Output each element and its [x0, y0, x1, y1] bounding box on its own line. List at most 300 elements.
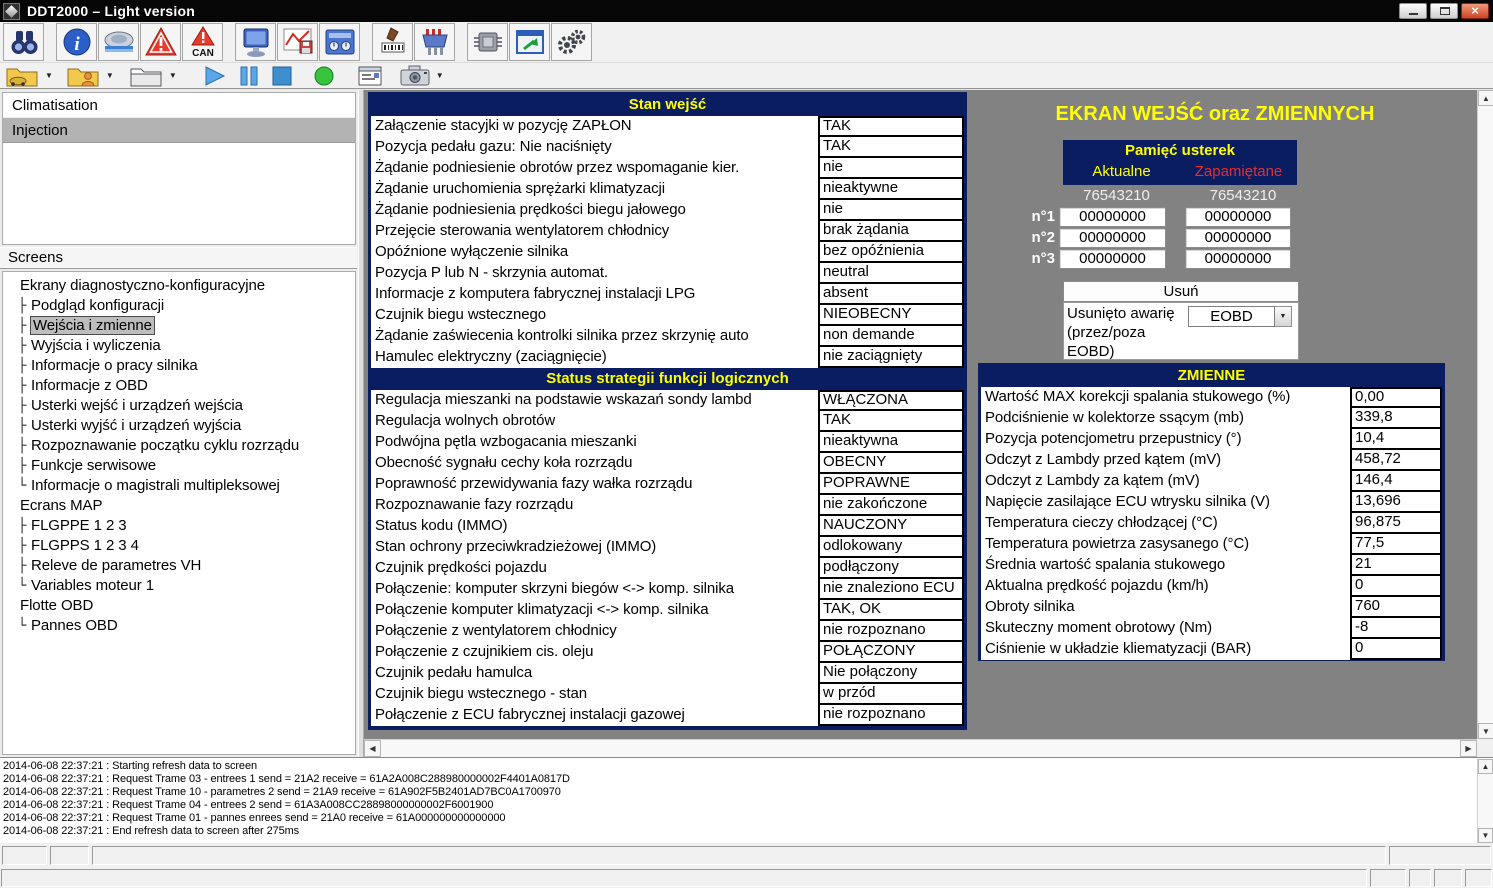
zmienne-row: [981, 597, 1442, 618]
row-value: 77,5: [1350, 532, 1442, 555]
variables-panel: [978, 363, 1445, 661]
row-label: Poprawność przewidywania fazy wałka rozrządu: [375, 475, 693, 492]
row-label: Czujnik prędkości pojazdu: [375, 559, 547, 576]
close-button[interactable]: ×: [1461, 3, 1489, 19]
tree-branch-glyph: ├: [18, 538, 27, 554]
log-line: 2014-06-08 22:37:21 : Starting refresh data to screen: [3, 760, 257, 772]
row-label: Żądanie podniesienia prędkości biegu jałowego: [375, 201, 686, 218]
row-label: Połączenie z czujnikiem cis. oleju: [375, 643, 594, 660]
tree-item-label: Flotte OBD: [20, 597, 94, 614]
monitor-display-icon: [239, 26, 273, 58]
form-view-button[interactable]: [356, 64, 384, 88]
zmienne-row: [981, 429, 1442, 450]
row-label: Odczyt z Lambdy przed kątem (mV): [985, 451, 1222, 468]
graph-record-button[interactable]: [277, 23, 318, 61]
tree-item[interactable]: [3, 416, 355, 436]
work-area: [0, 90, 1493, 757]
tree-branch-glyph: ├: [18, 338, 27, 354]
row-value: 21: [1350, 553, 1442, 576]
row-value: 0: [1350, 574, 1442, 597]
status-cell: [1389, 846, 1491, 865]
sidebar: [0, 90, 358, 757]
tree-item[interactable]: [3, 276, 355, 296]
fault-memory-rows: [1023, 206, 1303, 269]
tree-item-label: Ekrany diagnostyczno-konfiguracyjne: [20, 277, 265, 294]
row-value: 10,4: [1350, 427, 1442, 450]
tree-item[interactable]: [3, 496, 355, 516]
tree-item[interactable]: [3, 476, 355, 496]
log-scroll-track[interactable]: [1478, 774, 1493, 828]
ecu-chip-icon: [471, 27, 505, 57]
tree-item[interactable]: [3, 556, 355, 576]
status-cell: [1409, 869, 1431, 887]
fault-current-value: 00000000: [1059, 207, 1166, 227]
row-value: nieaktywna: [818, 430, 964, 453]
row-value: 96,875: [1350, 511, 1442, 534]
tree-item-label: Wyjścia i wyliczenia: [31, 337, 161, 354]
form-view-icon: [356, 64, 384, 88]
row-value: 146,4: [1350, 469, 1442, 492]
open-profile-folder-button[interactable]: [66, 64, 102, 88]
fault-memory-row: [1023, 206, 1303, 227]
stan-wejsc-row: [371, 158, 964, 179]
window-title: DDT2000 – Light version: [27, 3, 195, 19]
vertical-scrollbar[interactable]: [1477, 90, 1493, 739]
status-row: [371, 642, 964, 663]
status-row: [371, 474, 964, 495]
log-scroll-up-icon[interactable]: ▲: [1478, 759, 1493, 774]
horizontal-scroll-track[interactable]: [381, 740, 1460, 757]
pause-button[interactable]: [236, 64, 262, 88]
row-value: odlokowany: [818, 535, 964, 558]
system-label: Injection: [12, 122, 68, 139]
status-cell: [92, 846, 1386, 865]
row-label: Temperatura powietrza zasysanego (°C): [985, 535, 1250, 552]
fault-stored-value: 00000000: [1185, 249, 1291, 269]
log-vertical-scrollbar[interactable]: [1477, 759, 1493, 843]
row-label: Czujnik pedału hamulca: [375, 664, 533, 681]
tree-branch-glyph: ├: [18, 298, 27, 314]
tree-branch-glyph: ├: [18, 378, 27, 394]
log-line: 2014-06-08 22:37:21 : End refresh data to screen after 275ms: [3, 825, 300, 837]
status-cell: [1, 869, 1367, 887]
control-panel-icon: [323, 27, 357, 57]
tree-item-label: Informacje o pracy silnika: [31, 357, 198, 374]
status-strategii-header: Status strategii funkcji logicznych: [371, 368, 964, 390]
settings-gears-icon: [555, 26, 589, 58]
chevron-down-icon[interactable]: ▼: [1275, 306, 1292, 327]
row-label: Wartość MAX korekcji spalania stukowego (%): [985, 388, 1291, 405]
tree-item[interactable]: [3, 436, 355, 456]
zmienne-row: [981, 450, 1442, 471]
stan-wejsc-row: [371, 326, 964, 347]
clear-faults-button[interactable]: Usuń: [1063, 281, 1299, 302]
system-label: Climatisation: [12, 97, 98, 114]
zmienne-row: [981, 534, 1442, 555]
tree-item-label: Releve de parametres VH: [31, 557, 202, 574]
fault-memory-col-stored: Zapamiętane: [1194, 163, 1283, 180]
tree-branch-glyph: ├: [18, 318, 27, 334]
horizontal-scrollbar[interactable]: [364, 739, 1477, 757]
zmienne-row: [981, 513, 1442, 534]
status-cell: [2, 846, 47, 865]
row-label: Pozycja potencjometru przepustnicy (°): [985, 430, 1242, 447]
tree-item-label: Funkcje serwisowe: [31, 457, 157, 474]
tree-item-label: Wejścia i zmienne: [33, 317, 152, 334]
row-label: Żądanie podniesienie obrotów przez wspomaganie kier.: [375, 159, 740, 176]
communication-log: [0, 757, 1493, 843]
status-row: [371, 411, 964, 432]
fault-row-label: n°2: [1031, 229, 1055, 246]
screen-title: EKRAN WEJŚĆ oraz ZMIENNYCH: [1055, 103, 1375, 125]
title-bar: [0, 0, 1493, 22]
log-lines: [0, 758, 1493, 838]
status-row: [371, 600, 964, 621]
status-strategii-rows: [371, 390, 964, 726]
row-value: nie: [818, 198, 964, 221]
log-line: 2014-06-08 22:37:21 : Request Trame 10 - parametres 2 send = 21A9 receive = 61A902F5B2401AD7BC0A1700970: [3, 786, 561, 798]
row-label: Czujnik biegu wstecznego: [375, 306, 547, 323]
row-label: Rozpoznawanie fazy rozrządu: [375, 496, 574, 513]
tree-item-label: FLGPPE 1 2 3: [31, 517, 127, 534]
row-label: Status kodu (IMMO): [375, 517, 508, 534]
tree-item-label: Ecrans MAP: [20, 497, 103, 514]
row-value: WŁĄCZONA: [818, 390, 964, 411]
status-row: [371, 537, 964, 558]
clear-faults-label: Usunięto awarię (przez/poza EOBD): [1067, 305, 1175, 360]
row-value: brak żądania: [818, 219, 964, 242]
control-panel-button[interactable]: [319, 23, 360, 61]
ecu-chip-button[interactable]: [467, 23, 508, 61]
row-value: nie rozpoznano: [818, 619, 964, 642]
row-label: Odczyt z Lambdy za kątem (mV): [985, 472, 1200, 489]
row-value: 0,00: [1350, 387, 1442, 408]
main-screen: [364, 90, 1477, 757]
bits-current: 76543210: [1083, 187, 1150, 204]
status-row: [371, 432, 964, 453]
status-row: [371, 516, 964, 537]
fault-memory-row: [1023, 227, 1303, 248]
fault-memory-bit-labels: [1063, 187, 1297, 204]
row-label: Obecność sygnału cechy koła rozrządu: [375, 454, 633, 471]
status-row: [371, 558, 964, 579]
stan-wejsc-row: [371, 116, 964, 137]
window-export-button[interactable]: [509, 23, 550, 61]
tree-item[interactable]: [3, 536, 355, 556]
screenshot-dropdown[interactable]: ▼: [435, 71, 444, 80]
row-value: 760: [1350, 595, 1442, 618]
system-list-item[interactable]: [3, 118, 355, 143]
row-value: nie zaciągnięty: [818, 345, 964, 368]
info-button[interactable]: [56, 23, 97, 61]
row-label: Obroty silnika: [985, 598, 1075, 615]
sensor-reader-icon: [377, 26, 409, 58]
status-row: [371, 453, 964, 474]
tree-item-label: Usterki wejść i urządzeń wejścia: [31, 397, 243, 414]
window-export-icon: [513, 27, 547, 57]
maximize-button[interactable]: [1430, 3, 1458, 19]
bits-stored: 76543210: [1209, 187, 1277, 204]
camera-icon: [398, 64, 432, 88]
row-value: NIEOBECNY: [818, 303, 964, 326]
warning-icon: [144, 26, 178, 58]
screens-header: [0, 247, 357, 269]
fault-stored-value: 00000000: [1185, 207, 1291, 227]
zmienne-row: [981, 576, 1442, 597]
tree-item-label: Informacje z OBD: [31, 377, 148, 394]
scroll-left-icon[interactable]: ◀: [364, 740, 381, 757]
zmienne-rows: [981, 387, 1442, 660]
row-value: nie znaleziono ECU: [818, 577, 964, 600]
row-value: 339,8: [1350, 406, 1442, 429]
can-alert-button[interactable]: [182, 23, 223, 61]
fault-memory-header: [1063, 140, 1297, 185]
row-value: w przód: [818, 682, 964, 705]
row-label: Połączenie: komputer skrzyni biegów <-> komp. silnika: [375, 580, 735, 597]
sensor-reader-button[interactable]: [372, 23, 413, 61]
tree-item[interactable]: [3, 356, 355, 376]
row-value: non demande: [818, 324, 964, 347]
row-value: 458,72: [1350, 448, 1442, 471]
row-value: POŁĄCZONY: [818, 640, 964, 663]
tree-item[interactable]: [3, 396, 355, 416]
file-toolbar: [0, 63, 1493, 90]
svg-text:CAN: CAN: [191, 48, 214, 59]
row-label: Żądanie zaświecenia kontrolki silnika przez skrzynię auto: [375, 327, 749, 344]
tree-item-label: FLGPPS 1 2 3 4: [31, 537, 139, 554]
row-value: nie zakończone: [818, 493, 964, 516]
row-label: Opóźnione wyłączenie silnika: [375, 243, 569, 260]
tree-item-label: Usterki wyjść i urządzeń wyjścia: [31, 417, 242, 434]
tree-item[interactable]: [3, 616, 355, 636]
row-label: Podciśnienie w kolektorze ssącym (mb): [985, 409, 1244, 426]
tree-item[interactable]: [3, 596, 355, 616]
folder-car-icon: [5, 64, 41, 88]
row-label: Średnia wartość spalania stukowego: [985, 556, 1226, 573]
row-label: Czujnik biegu wstecznego - stan: [375, 685, 588, 702]
row-label: Pozycja pedału gazu: Nie naciśnięty: [375, 138, 612, 155]
record-button[interactable]: [312, 64, 336, 88]
inputs-panel: [368, 92, 967, 730]
row-value: neutral: [818, 261, 964, 284]
stan-wejsc-row: [371, 347, 964, 368]
tree-branch-glyph: ├: [18, 558, 27, 574]
row-label: Skuteczny moment obrotowy (Nm): [985, 619, 1213, 636]
play-icon: [200, 65, 228, 87]
vertical-scroll-track[interactable]: [1478, 106, 1493, 723]
log-line: 2014-06-08 22:37:21 : Request Trame 01 - pannes enrees send = 21A0 receive = 61A000000000000000: [3, 812, 506, 824]
search-binoculars-icon: [8, 27, 40, 57]
fault-current-value: 00000000: [1059, 249, 1166, 269]
stan-wejsc-row: [371, 242, 964, 263]
can-warning-icon: [186, 25, 220, 59]
tree-branch-glyph: ├: [18, 358, 27, 374]
fault-row-label: n°3: [1031, 250, 1055, 267]
tree-branch-glyph: ├: [18, 418, 27, 434]
zmienne-row: [981, 618, 1442, 639]
fault-memory-title: Pamięć usterek: [1124, 142, 1236, 159]
stan-wejsc-rows: [371, 116, 964, 368]
tree-branch-glyph: └: [18, 578, 27, 594]
row-label: Żądanie uruchomienia sprężarki klimatyzacji: [375, 180, 665, 197]
open-folder-button[interactable]: [129, 64, 165, 88]
tree-item[interactable]: [3, 376, 355, 396]
tree-branch-glyph: ├: [18, 458, 27, 474]
log-scroll-down-icon[interactable]: ▼: [1478, 828, 1493, 843]
row-value: nieaktywne: [818, 177, 964, 200]
pause-icon: [236, 65, 262, 87]
alert-button[interactable]: [140, 23, 181, 61]
scroll-down-icon[interactable]: ▼: [1478, 723, 1493, 739]
zmienne-row: [981, 555, 1442, 576]
zmienne-row: [981, 639, 1442, 660]
zmienne-row: [981, 492, 1442, 513]
status-row: [371, 390, 964, 411]
row-value: TAK: [818, 116, 964, 137]
injector-connector-icon: [418, 26, 452, 58]
row-value: bez opóźnienia: [818, 240, 964, 263]
row-label: Połączenie komputer klimatyzacji <-> komp. silnika: [375, 601, 709, 618]
screenshot-button[interactable]: [398, 64, 432, 88]
folder-dropdown[interactable]: ▼: [168, 71, 177, 80]
row-label: Podwójna pętla wzbogacania mieszanki: [375, 433, 637, 450]
scrollbar-corner: [1477, 739, 1493, 757]
tree-branch-glyph: ├: [18, 518, 27, 534]
svg-text:i: i: [73, 34, 80, 55]
row-label: Napięcie zasilające ECU wtrysku silnika (V): [985, 493, 1270, 510]
tree-item-label: Variables moteur 1: [31, 577, 154, 594]
zmienne-row: [981, 387, 1442, 408]
tree-item[interactable]: [3, 516, 355, 536]
row-label: Załączenie stacyjki w pozycję ZAPŁON: [375, 117, 632, 134]
zmienne-row: [981, 471, 1442, 492]
row-label: Ciśnienie w układzie kliematyzacji (BAR): [985, 640, 1252, 657]
row-value: podłączony: [818, 556, 964, 579]
tree-item[interactable]: [3, 576, 355, 596]
status-cell: [1370, 869, 1406, 887]
status-cell: [1434, 869, 1462, 887]
row-value: TAK: [818, 409, 964, 432]
fault-memory-row: [1023, 248, 1303, 269]
vehicle-icon: [102, 27, 136, 57]
row-label: Pozycja P lub N - skrzynia automat.: [375, 264, 608, 281]
fault-row-label: n°1: [1031, 208, 1055, 225]
screens-header-label: Screens: [8, 249, 64, 266]
vehicle-info-button[interactable]: [98, 23, 139, 61]
open-vehicle-folder-button[interactable]: [5, 64, 41, 88]
status-cell: [50, 846, 89, 865]
row-label: Połączenie z ECU fabrycznej instalacji gazowej: [375, 706, 685, 723]
eobd-dropdown-value[interactable]: EOBD: [1188, 306, 1275, 327]
status-row: [371, 663, 964, 684]
tree-item-label: Pannes OBD: [31, 617, 118, 634]
monitor-button[interactable]: [235, 23, 276, 61]
fault-stored-value: 00000000: [1185, 228, 1291, 248]
row-label: Temperatura cieczy chłodzącej (°C): [985, 514, 1218, 531]
record-icon: [312, 64, 336, 88]
tree-item-label: Podgląd konfiguracji: [31, 297, 165, 314]
status-bar-bottom: [0, 868, 1493, 888]
tree-branch-glyph: └: [18, 618, 27, 634]
system-list-item[interactable]: [3, 93, 355, 118]
screens-tree: [2, 271, 356, 755]
status-row: [371, 621, 964, 642]
graph-record-icon: [281, 26, 315, 58]
row-label: Informacje z komputera fabrycznej instalacji LPG: [375, 285, 696, 302]
fault-current-value: 00000000: [1059, 228, 1166, 248]
info-icon: [61, 26, 93, 58]
stan-wejsc-row: [371, 200, 964, 221]
status-row: [371, 579, 964, 600]
fault-memory-col-current: Aktualne: [1092, 163, 1151, 180]
settings-button[interactable]: [551, 23, 592, 61]
tree-branch-glyph: ├: [18, 438, 27, 454]
stan-wejsc-row: [371, 179, 964, 200]
eobd-dropdown[interactable]: [1188, 306, 1292, 327]
stop-button[interactable]: [270, 64, 294, 88]
stan-wejsc-row: [371, 221, 964, 242]
injector-connector-button[interactable]: [414, 23, 455, 61]
log-line: 2014-06-08 22:37:21 : Request Trame 03 - entrees 1 send = 21A2 receive = 61A2A008C288980000002F4401A0817D: [3, 773, 570, 785]
zmienne-header: ZMIENNE: [981, 365, 1442, 387]
row-label: Przejęcie sterowania wentylatorem chłodnicy: [375, 222, 670, 239]
folder-icon: [129, 64, 165, 88]
tree-item[interactable]: [3, 296, 355, 316]
stop-icon: [270, 65, 294, 87]
app-logo-icon: [3, 3, 20, 20]
row-value: 0: [1350, 637, 1442, 660]
tree-item-label: Rozpoznawanie początku cyklu rozrządu: [31, 437, 300, 454]
row-value: nie rozpoznano: [818, 703, 964, 726]
vehicle-folder-dropdown[interactable]: ▼: [45, 71, 53, 80]
status-bar-top: [0, 845, 1493, 866]
row-label: Regulacja mieszanki na podstawie wskazań sondy lambd: [375, 391, 752, 408]
status-row: [371, 495, 964, 516]
scroll-up-icon[interactable]: ▲: [1478, 90, 1493, 106]
row-value: TAK, OK: [818, 598, 964, 621]
status-row: [371, 705, 964, 726]
row-value: Nie połączony: [818, 661, 964, 684]
profile-folder-dropdown[interactable]: ▼: [105, 71, 114, 80]
minimize-button[interactable]: [1399, 3, 1427, 19]
log-line: 2014-06-08 22:37:21 : Request Trame 04 - entrees 2 send = 61A3A008CC28898000000002F6001900: [3, 799, 494, 811]
tree-item[interactable]: [3, 456, 355, 476]
row-value: TAK: [818, 135, 964, 158]
row-label: Hamulec elektryczny (zaciągnięcie): [375, 348, 607, 365]
stan-wejsc-row: [371, 263, 964, 284]
tree-item-label: Informacje o magistrali multipleksowej: [31, 477, 280, 494]
row-label: Regulacja wolnych obrotów: [375, 412, 556, 429]
row-value: 13,696: [1350, 490, 1442, 513]
tree-branch-glyph: ├: [18, 398, 27, 414]
clear-faults-box: [1063, 302, 1299, 360]
tree-branch-glyph: └: [18, 478, 27, 494]
row-label: Stan ochrony przeciwkradzieżowej (IMMO): [375, 538, 657, 555]
systems-list: [2, 92, 356, 245]
tree-item[interactable]: [3, 316, 355, 336]
row-value: POPRAWNE: [818, 472, 964, 495]
row-label: Połączenie z wentylatorem chłodnicy: [375, 622, 617, 639]
row-value: -8: [1350, 616, 1442, 639]
row-value: absent: [818, 282, 964, 305]
scroll-right-icon[interactable]: ▶: [1460, 740, 1477, 757]
folder-user-icon: [66, 64, 102, 88]
search-button[interactable]: [3, 23, 44, 61]
row-value: nie: [818, 156, 964, 179]
tree-item[interactable]: [3, 336, 355, 356]
status-row: [371, 684, 964, 705]
play-button[interactable]: [200, 64, 228, 88]
